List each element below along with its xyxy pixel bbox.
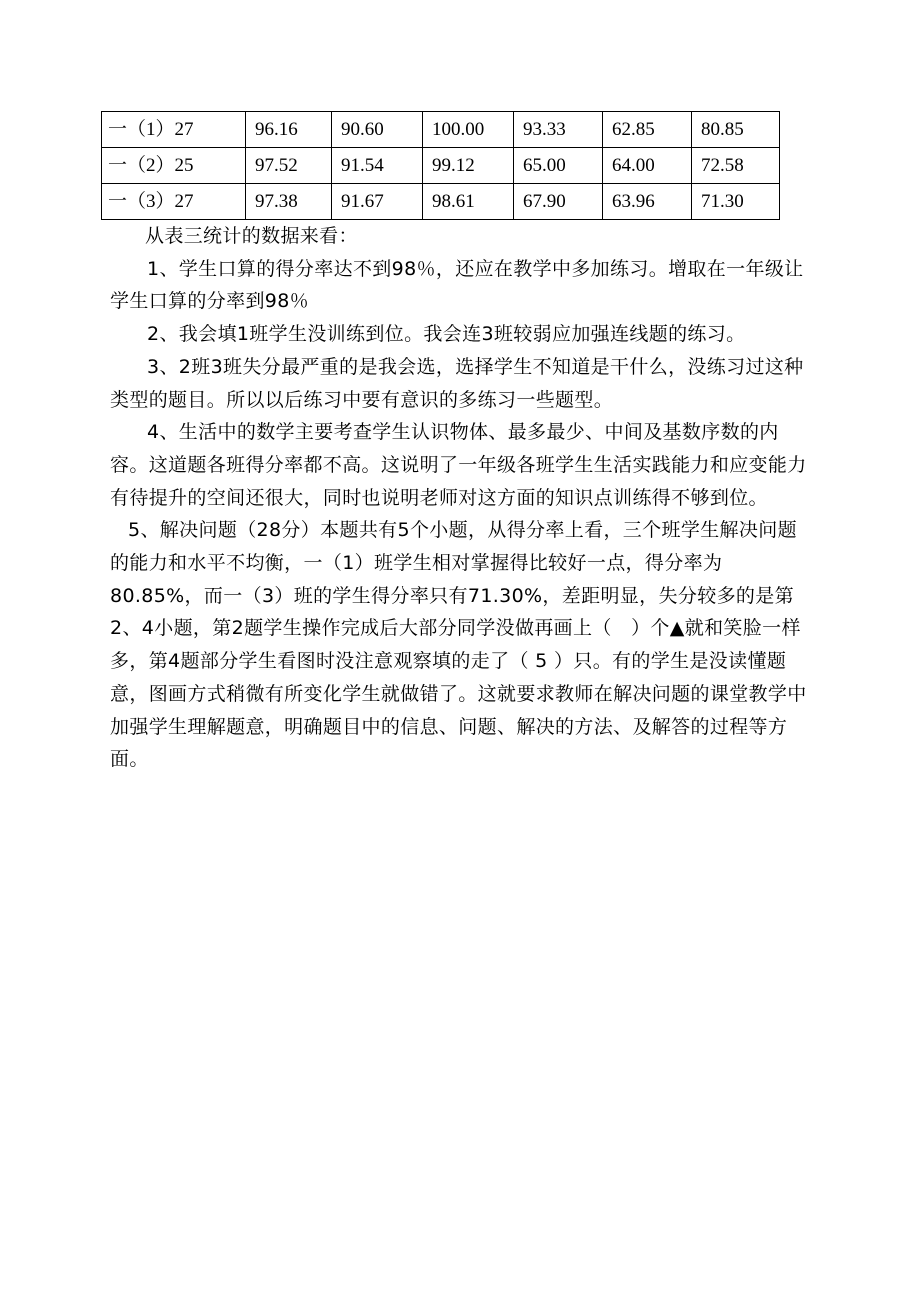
table-cell: 90.60: [332, 112, 423, 148]
table-cell: 100.00: [423, 112, 514, 148]
intro-paragraph: 从表三统计的数据来看：: [145, 225, 358, 247]
paragraph-1: 1、学生口算的得分率达不到98％，还应在教学中多加练习。增取在一年级让学生口算的分率到98％: [110, 257, 804, 313]
table-row: [102, 148, 780, 184]
table-cell: 67.90: [514, 184, 603, 220]
paragraph-5: 5、解决问题（28分）本题共有5个小题，从得分率上看，三个班学生解决问题的能力和水平不均衡，一（1）班学生相对掌握得比较好一点，得分率为80.85%，而一（3）班的学生得分率只有71.30%，差距明显，失分较多的是第2、4小题，第2题学生操作完成后大部分同学没做再画上（ ）个▲就和笑脸一样多，第4题部分学生看图时没注意观察填的走了（ 5 ）只。有的学生是没读懂题意，图画方式稍微有所变化学生就做错了。这就要求教师在解决问题的课堂教学中加强学生理解题意，明确题目中的信息、问题、解决的方法、及解答的过程等方面。: [110, 519, 807, 771]
table-cell: 62.85: [603, 112, 692, 148]
table-cell: 91.67: [332, 184, 423, 220]
table-cell: 64.00: [603, 148, 692, 184]
table-cell: 97.38: [246, 184, 332, 220]
table-cell: 93.33: [514, 112, 603, 148]
paragraph-2: 2、我会填1班学生没训练到位。我会连3班较弱应加强连线题的练习。: [147, 323, 746, 346]
table-cell-class: 一（2）25: [102, 148, 246, 184]
table-cell-class: 一（1）27: [102, 112, 246, 148]
table-cell: 65.00: [514, 148, 603, 184]
table-cell: 99.12: [423, 148, 514, 184]
table-cell: 80.85: [692, 112, 780, 148]
score-table: [101, 111, 780, 220]
table-cell: 97.52: [246, 148, 332, 184]
table-cell: 91.54: [332, 148, 423, 184]
table-cell: 96.16: [246, 112, 332, 148]
table-cell: 98.61: [423, 184, 514, 220]
paragraph-3: 3、2班3班失分最严重的是我会选，选择学生不知道是干什么，没练习过这种类型的题目。所以以后练习中要有意识的多练习一些题型。: [110, 355, 804, 411]
table-cell: 71.30: [692, 184, 780, 220]
table-row: [102, 112, 780, 148]
table-cell: 72.58: [692, 148, 780, 184]
table-row: [102, 184, 780, 220]
table-cell: 63.96: [603, 184, 692, 220]
paragraph-4: 4、生活中的数学主要考查学生认识物体、最多最少、中间及基数序数的内容。这道题各班得分率都不高。这说明了一年级各班学生生活实践能力和应变能力有待提升的空间还很大，同时也说明老师对这方面的知识点训练得不够到位。: [110, 421, 807, 509]
table-cell-class: 一（3）27: [102, 184, 246, 220]
analysis-text: [110, 220, 812, 776]
